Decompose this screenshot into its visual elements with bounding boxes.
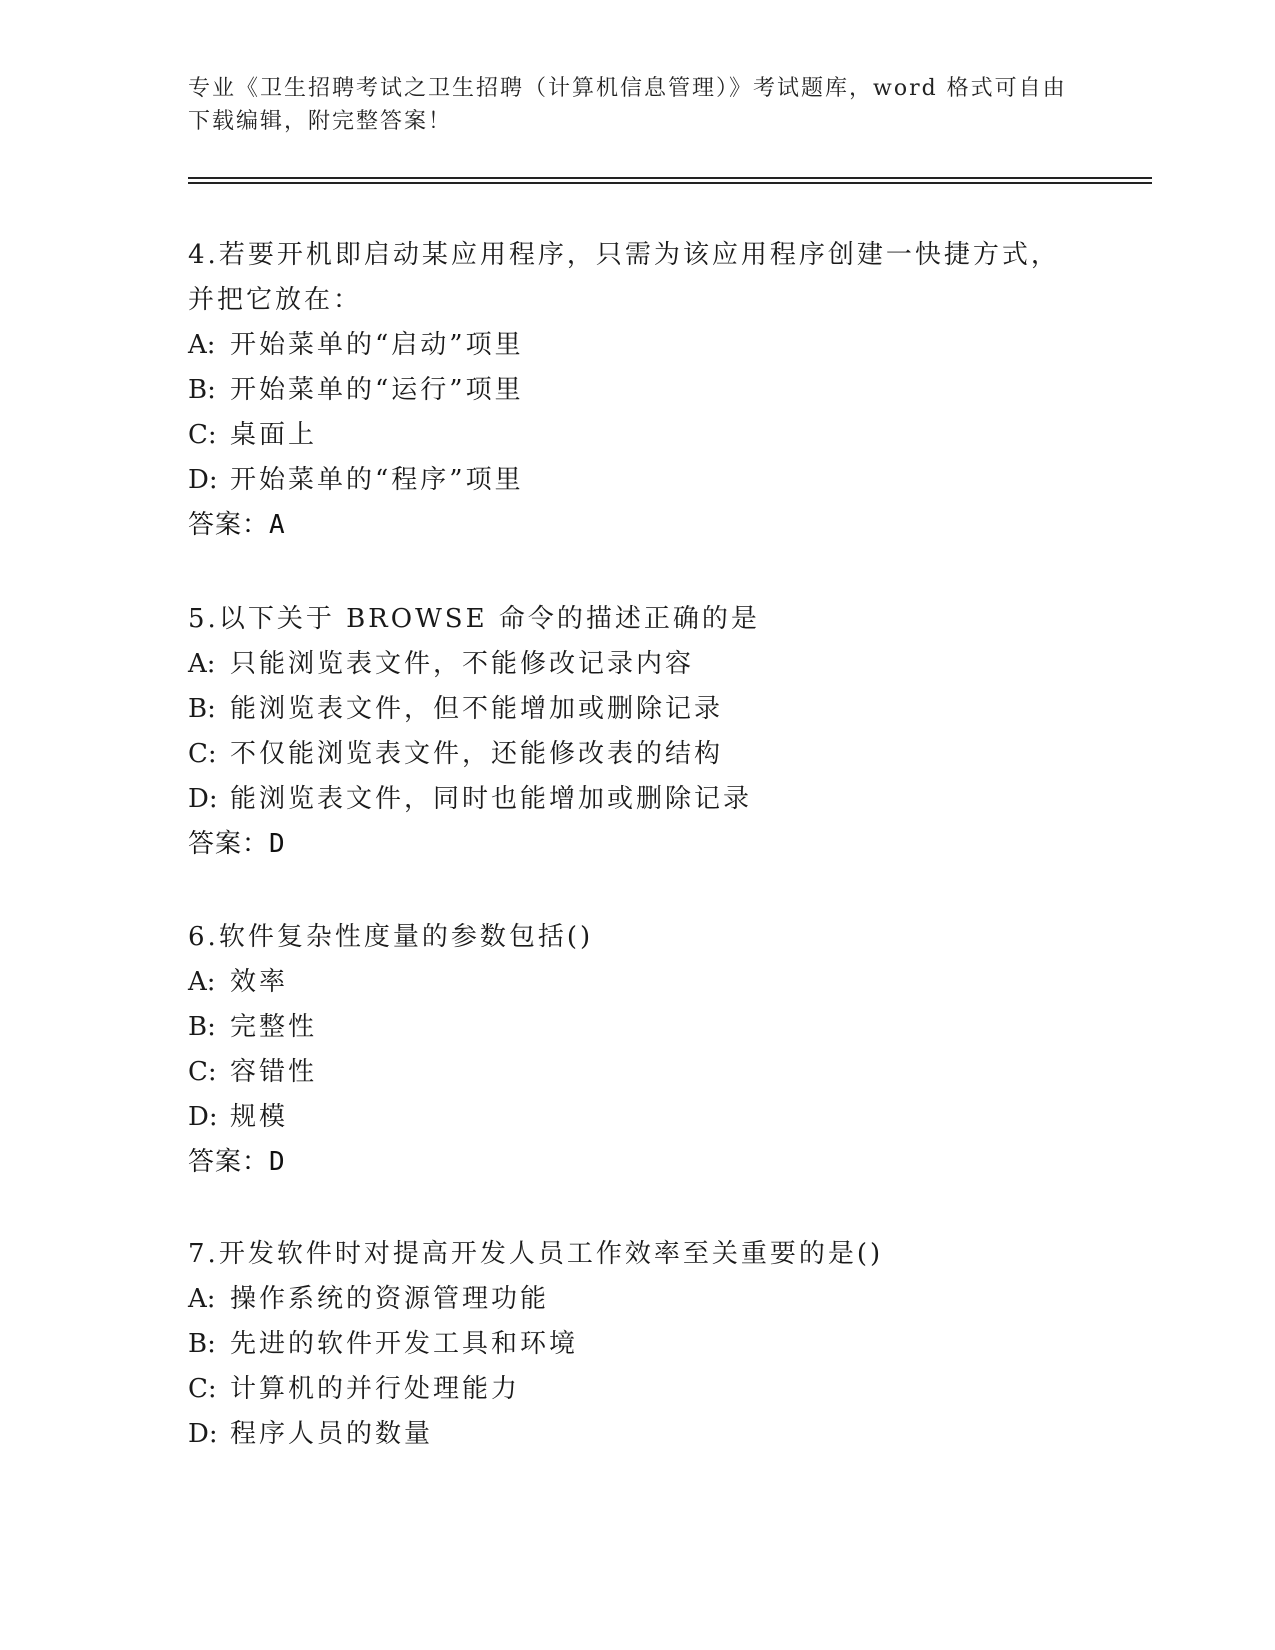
option-text: 开始菜单的“运行”项里 bbox=[230, 375, 524, 405]
option-text: 开始菜单的“启动”项里 bbox=[230, 330, 524, 360]
option-letter: D: bbox=[188, 1419, 218, 1449]
option-c bbox=[188, 732, 1088, 777]
option-letter: C: bbox=[188, 1374, 217, 1404]
question-stem-line-1: 以下关于 BROWSE 命令的描述正确的是 bbox=[218, 604, 760, 634]
question-number: 6. bbox=[188, 922, 219, 952]
option-letter: B: bbox=[188, 375, 216, 405]
option-text: 操作系统的资源管理功能 bbox=[230, 1284, 550, 1314]
option-c bbox=[188, 1050, 1088, 1095]
question-stem-line-1: 软件复杂性度量的参数包括() bbox=[218, 922, 594, 952]
answer-label: 答案： bbox=[188, 829, 270, 859]
question-number: 4. bbox=[188, 240, 219, 270]
option-letter: C: bbox=[188, 420, 217, 450]
answer-label: 答案： bbox=[188, 510, 270, 540]
option-d bbox=[188, 458, 1088, 503]
option-text: 先进的软件开发工具和环境 bbox=[230, 1329, 579, 1359]
answer-line bbox=[188, 822, 1088, 867]
option-d bbox=[188, 1095, 1088, 1140]
answer-line bbox=[188, 1140, 1088, 1185]
option-text: 不仅能浏览表文件，还能修改表的结构 bbox=[230, 739, 724, 769]
question-stem bbox=[188, 597, 1088, 642]
option-text: 开始菜单的“程序”项里 bbox=[230, 465, 524, 495]
question-7 bbox=[188, 1232, 1088, 1457]
option-text: 只能浏览表文件，不能修改记录内容 bbox=[230, 649, 695, 679]
option-text: 程序人员的数量 bbox=[230, 1419, 434, 1449]
option-text: 能浏览表文件，同时也能增加或删除记录 bbox=[230, 784, 753, 814]
option-text: 计算机的并行处理能力 bbox=[230, 1374, 521, 1404]
option-text: 能浏览表文件，但不能增加或删除记录 bbox=[230, 694, 724, 724]
option-text: 容错性 bbox=[230, 1057, 318, 1087]
option-c bbox=[188, 413, 1088, 458]
option-b bbox=[188, 368, 1088, 413]
answer-value: D bbox=[269, 829, 286, 859]
answer-value: D bbox=[269, 1147, 286, 1177]
option-letter: A: bbox=[188, 330, 216, 360]
answer-line bbox=[188, 503, 1088, 548]
option-letter: D: bbox=[188, 784, 218, 814]
document-intro: 专业《卫生招聘考试之卫生招聘（计算机信息管理）》考试题库，word 格式可自由下载编辑，附完整答案！ bbox=[188, 76, 1067, 134]
option-letter: B: bbox=[188, 694, 216, 724]
option-letter: D: bbox=[188, 1102, 218, 1132]
question-6 bbox=[188, 915, 1088, 1185]
option-d bbox=[188, 777, 1088, 822]
option-a bbox=[188, 642, 1088, 687]
option-text: 桌面上 bbox=[230, 420, 318, 450]
option-d bbox=[188, 1412, 1088, 1457]
question-5 bbox=[188, 597, 1088, 867]
question-stem bbox=[188, 233, 1088, 278]
option-a bbox=[188, 1277, 1088, 1322]
question-stem-line-1: 开发软件时对提高开发人员工作效率至关重要的是() bbox=[218, 1239, 884, 1269]
question-stem-line-1: 若要开机即启动某应用程序，只需为该应用程序创建一快捷方式， bbox=[218, 240, 1060, 270]
option-letter: C: bbox=[188, 739, 217, 769]
option-letter: A: bbox=[188, 1284, 216, 1314]
option-text: 效率 bbox=[230, 967, 289, 997]
question-number: 5. bbox=[188, 604, 219, 634]
option-b bbox=[188, 1005, 1088, 1050]
header-rule-top bbox=[188, 177, 1152, 179]
option-letter: A: bbox=[188, 967, 216, 997]
question-stem-line-2: 并把它放在： bbox=[188, 285, 363, 315]
question-stem bbox=[188, 1232, 1088, 1277]
question-stem bbox=[188, 915, 1088, 960]
option-b bbox=[188, 1322, 1088, 1367]
answer-value: A bbox=[269, 510, 286, 540]
option-letter: B: bbox=[188, 1012, 216, 1042]
option-letter: A: bbox=[188, 649, 216, 679]
question-4 bbox=[188, 233, 1088, 548]
option-letter: C: bbox=[188, 1057, 217, 1087]
answer-label: 答案： bbox=[188, 1147, 270, 1177]
option-letter: B: bbox=[188, 1329, 216, 1359]
option-b bbox=[188, 687, 1088, 732]
option-text: 完整性 bbox=[230, 1012, 318, 1042]
option-a bbox=[188, 960, 1088, 1005]
option-a bbox=[188, 323, 1088, 368]
header-rule-bottom bbox=[188, 182, 1152, 184]
option-text: 规模 bbox=[230, 1102, 289, 1132]
question-number: 7. bbox=[188, 1239, 219, 1269]
option-letter: D: bbox=[188, 465, 218, 495]
option-c bbox=[188, 1367, 1088, 1412]
